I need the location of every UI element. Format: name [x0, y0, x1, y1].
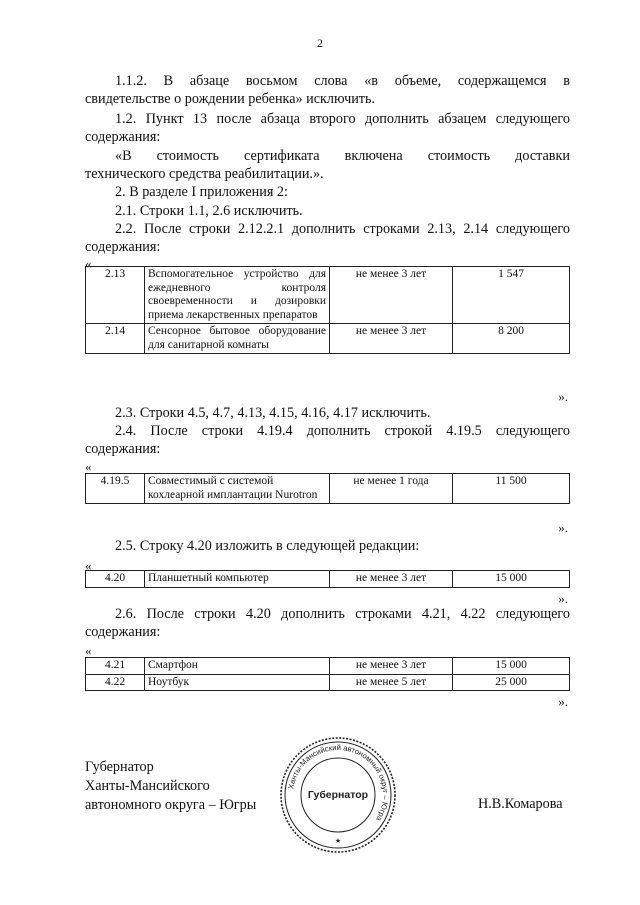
paragraph-2-5: 2.5. Строку 4.20 изложить в следующей редакции:: [115, 538, 420, 554]
table-rows-4-21-4-22: [85, 657, 570, 691]
signatory-title-line3: автономного округа – Югры: [85, 797, 257, 813]
item-name: Смартфон: [145, 658, 330, 675]
row-number: 4.22: [86, 674, 145, 691]
paragraph-2-4-line1: 2.4. После строки 4.19.4 дополнить строкой 4.19.5 следующего: [115, 423, 570, 439]
usage-term: не менее 5 лет: [330, 674, 453, 691]
close-quote: ».: [558, 694, 568, 709]
row-number: 4.21: [86, 658, 145, 675]
signatory-title-line2: Ханты-Мансийского: [85, 778, 210, 794]
usage-term: не менее 3 лет: [330, 658, 453, 675]
item-name: Вспомогательное устройство для ежедневного контроля своевременности и дозировки приема лекарственных препаратов: [145, 267, 330, 324]
paragraph-1-2-line1: 1.2. Пункт 13 после абзаца второго дополнить абзацем следующего: [115, 111, 570, 127]
table-row-4-19-5: [85, 473, 570, 504]
seal-star-icon: ★: [334, 837, 342, 845]
paragraph-quote-line1: «В стоимость сертификата включена стоимость доставки: [115, 148, 570, 164]
open-quote: «: [85, 643, 92, 658]
paragraph-1-2-line2: содержания:: [85, 129, 161, 145]
signatory-title-line1: Губернатор: [85, 759, 154, 775]
table-row: [86, 674, 570, 691]
paragraph-2-6-line2: содержания:: [85, 624, 161, 640]
table-row: [86, 267, 570, 324]
usage-term: не менее 3 лет: [330, 324, 453, 354]
paragraph-1-1-2-line1: 1.1.2. В абзаце восьмом слова «в объеме, содержащемся в: [115, 73, 570, 89]
signatory-name: Н.В.Комарова: [478, 796, 563, 812]
paragraph-2-2-line2: содержания:: [85, 239, 161, 255]
seal-center-text: Губернатор: [307, 789, 369, 801]
paragraph-quote-line2: технического средства реабилитации.».: [85, 166, 324, 182]
page-number: 2: [317, 36, 323, 50]
paragraph-2-2-line1: 2.2. После строки 2.12.2.1 дополнить строками 2.13, 2.14 следующего: [115, 221, 570, 237]
paragraph-2-6-line1: 2.6. После строки 4.20 дополнить строками 4.21, 4.22 следующего: [115, 606, 570, 622]
price: 1 547: [453, 267, 570, 324]
paragraph-2: 2. В разделе I приложения 2:: [115, 184, 288, 200]
open-quote: «: [85, 558, 92, 573]
price: 15 000: [453, 571, 570, 588]
table-rows-2-13-2-14: [85, 266, 570, 354]
close-quote: ».: [558, 389, 568, 404]
paragraph-2-3: 2.3. Строки 4.5, 4.7, 4.13, 4.15, 4.16, 4.17 исключить.: [115, 405, 431, 421]
usage-term: не менее 1 года: [330, 474, 453, 504]
item-name: Совместимый с системой кохлеарной имплантации Nurotron: [145, 474, 330, 504]
close-quote: ».: [558, 520, 568, 535]
paragraph-2-4-line2: содержания:: [85, 441, 161, 457]
item-name: Сенсорное бытовое оборудование для санитарной комнаты: [145, 324, 330, 354]
seal-ring-text: Ханты-Мансийский автономный округ – Югра: [286, 742, 391, 823]
table-row: [86, 571, 570, 588]
table-row: [86, 324, 570, 354]
open-quote: «: [85, 256, 92, 271]
row-number: 2.13: [86, 267, 145, 324]
close-quote: ».: [558, 591, 568, 606]
table-row-4-20: [85, 570, 570, 588]
official-seal: [278, 735, 398, 855]
signatory-title: [85, 758, 256, 815]
price: 11 500: [453, 474, 570, 504]
table-row: [86, 474, 570, 504]
row-number: 2.14: [86, 324, 145, 354]
table-row: [86, 658, 570, 675]
open-quote: «: [85, 459, 92, 474]
item-name: Ноутбук: [145, 674, 330, 691]
row-number: 4.20: [86, 571, 145, 588]
paragraph-1-1-2-line2: свидетельстве о рождении ребенка» исключить.: [85, 91, 376, 107]
price: 15 000: [453, 658, 570, 675]
paragraph-2-1: 2.1. Строки 1.1, 2.6 исключить.: [115, 203, 303, 219]
price: 8 200: [453, 324, 570, 354]
price: 25 000: [453, 674, 570, 691]
usage-term: не менее 3 лет: [330, 571, 453, 588]
row-number: 4.19.5: [86, 474, 145, 504]
usage-term: не менее 3 лет: [330, 267, 453, 324]
item-name: Планшетный компьютер: [145, 571, 330, 588]
